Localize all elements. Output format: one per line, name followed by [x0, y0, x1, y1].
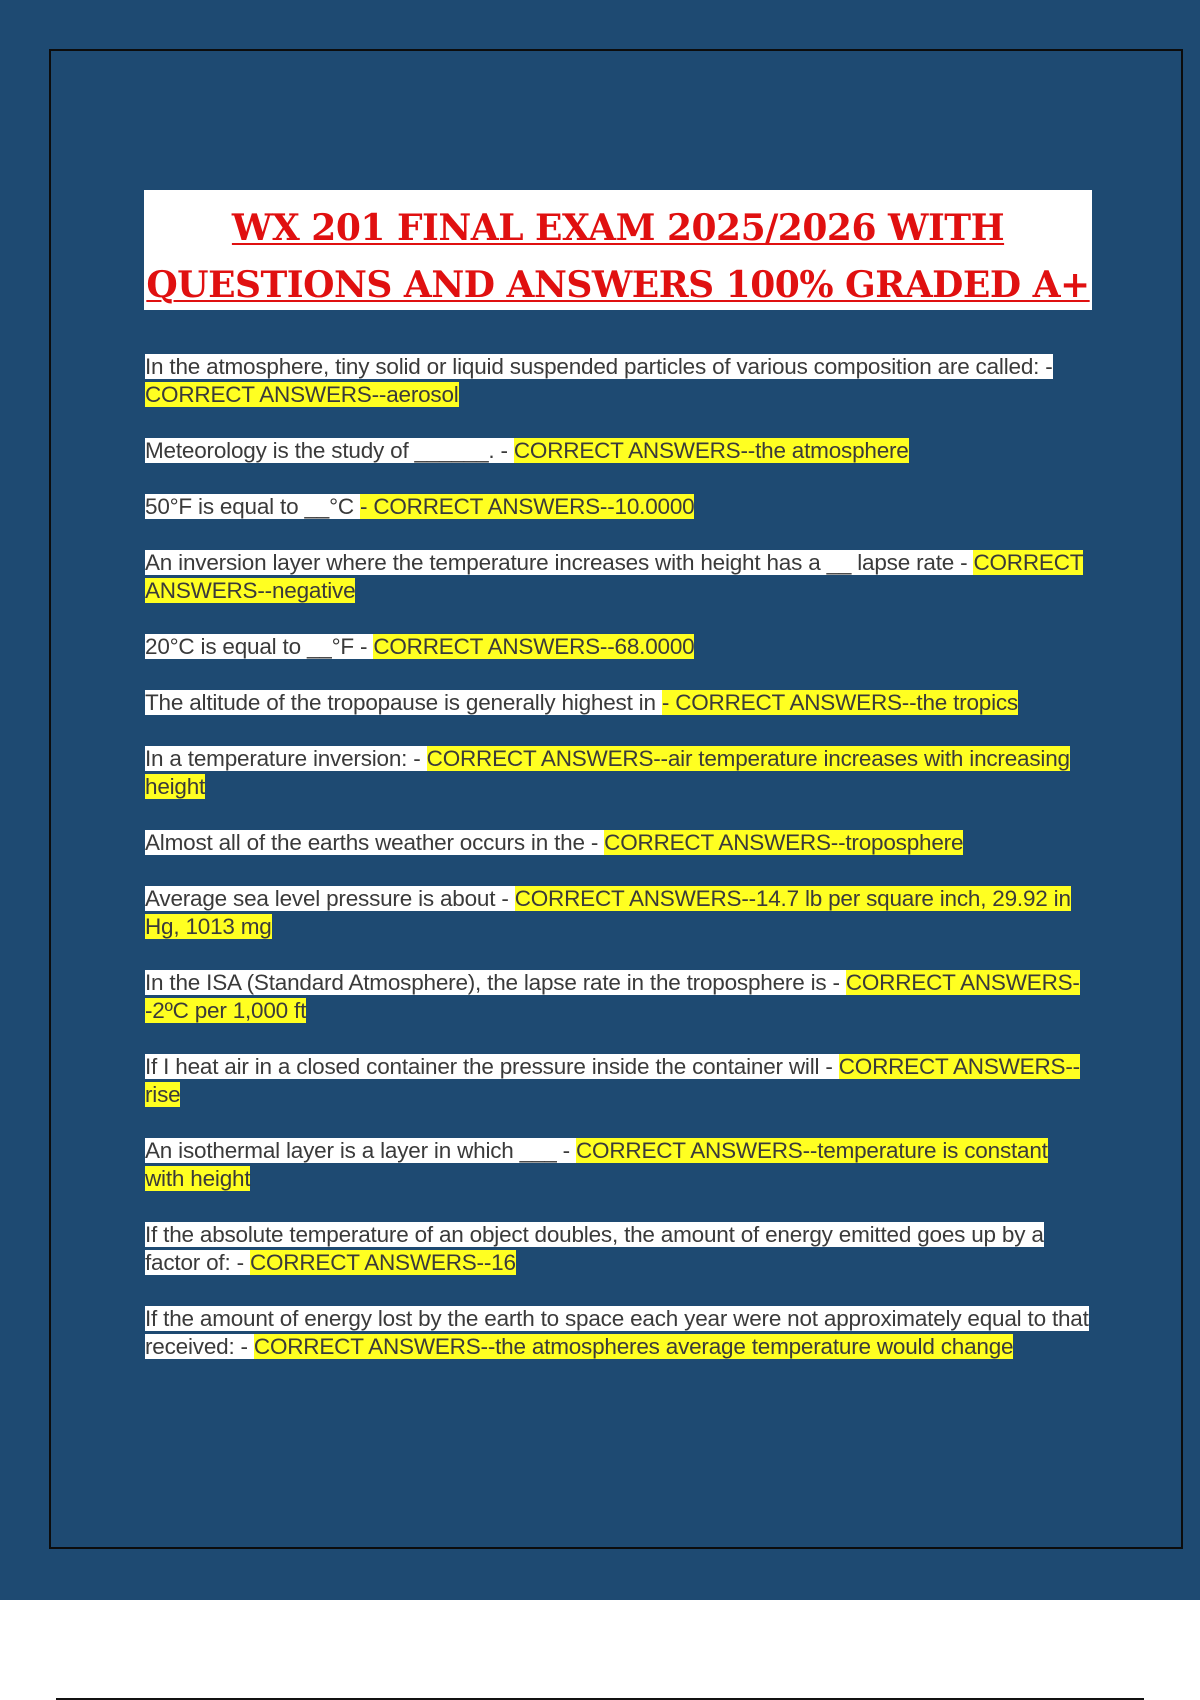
- answer-text: CORRECT ANSWERS--2ºC per 1,000 ft: [145, 970, 1080, 1023]
- qa-item: [145, 353, 1090, 409]
- title-line-2: [144, 257, 1092, 314]
- qa-item: [145, 437, 1090, 465]
- question-text: In the ISA (Standard Atmosphere), the lapse rate in the troposphere is -: [145, 970, 846, 995]
- qa-item: [145, 969, 1090, 1025]
- qa-item: [145, 633, 1090, 661]
- qa-item: [145, 885, 1090, 941]
- qa-item: [145, 689, 1090, 717]
- title-line-1-text: WX 201 FINAL EXAM 2025/2026 WITH: [231, 207, 1005, 249]
- question-text: An inversion layer where the temperature increases with height has a __ lapse rate -: [145, 550, 974, 575]
- question-text: If I heat air in a closed container the pressure inside the container will -: [145, 1054, 839, 1079]
- answer-text: CORRECT ANSWERS--aerosol: [145, 382, 459, 407]
- qa-item: [145, 549, 1090, 605]
- question-text: The altitude of the tropopause is generally highest in: [145, 690, 662, 715]
- question-text: If the absolute temperature of an object doubles, the amount of energy emitted goes up by a factor of: -: [145, 1222, 1044, 1275]
- answer-text: CORRECT ANSWERS--troposphere: [604, 830, 964, 855]
- qa-item: [145, 493, 1090, 521]
- title-line-1: [144, 200, 1092, 257]
- document-title: [144, 190, 1092, 310]
- question-text: In the atmosphere, tiny solid or liquid suspended particles of various composition are called: -: [145, 354, 1053, 379]
- question-text: 50°F is equal to __°C: [145, 494, 360, 519]
- answer-text: CORRECT ANSWERS--rise: [145, 1054, 1080, 1107]
- answer-text: CORRECT ANSWERS--14.7 lb per square inch, 29.92 in Hg, 1013 mg: [145, 886, 1071, 939]
- question-text: An isothermal layer is a layer in which ___ -: [145, 1138, 576, 1163]
- answer-text: - CORRECT ANSWERS--the tropics: [661, 690, 1018, 715]
- answer-text: CORRECT ANSWERS--68.0000: [373, 634, 695, 659]
- qa-list: [145, 353, 1090, 1389]
- qa-item: [145, 1305, 1090, 1361]
- title-line-2-text: QUESTIONS AND ANSWERS 100% GRADED A+: [146, 264, 1090, 306]
- qa-item: [145, 829, 1090, 857]
- answer-text: CORRECT ANSWERS--16: [249, 1250, 516, 1275]
- question-text: Average sea level pressure is about -: [145, 886, 515, 911]
- answer-text: CORRECT ANSWERS--air temperature increases with increasing height: [145, 746, 1070, 799]
- qa-item: [145, 1221, 1090, 1277]
- question-text: Almost all of the earths weather occurs in the -: [145, 830, 605, 855]
- answer-text: CORRECT ANSWERS--the atmosphere: [513, 438, 909, 463]
- question-text: Meteorology is the study of ______. -: [145, 438, 514, 463]
- answer-text: CORRECT ANSWERS--negative: [145, 550, 1084, 603]
- question-text: In a temperature inversion: -: [145, 746, 427, 771]
- question-text: If the amount of energy lost by the earth to space each year were not approximately equal to that received: -: [145, 1306, 1089, 1359]
- answer-text: CORRECT ANSWERS--the atmospheres average temperature would change: [253, 1334, 1014, 1359]
- answer-text: CORRECT ANSWERS--temperature is constant with height: [145, 1138, 1048, 1191]
- qa-item: [145, 745, 1090, 801]
- answer-text: - CORRECT ANSWERS--10.0000: [359, 494, 695, 519]
- qa-item: [145, 1053, 1090, 1109]
- qa-item: [145, 1137, 1090, 1193]
- question-text: 20°C is equal to __°F -: [145, 634, 374, 659]
